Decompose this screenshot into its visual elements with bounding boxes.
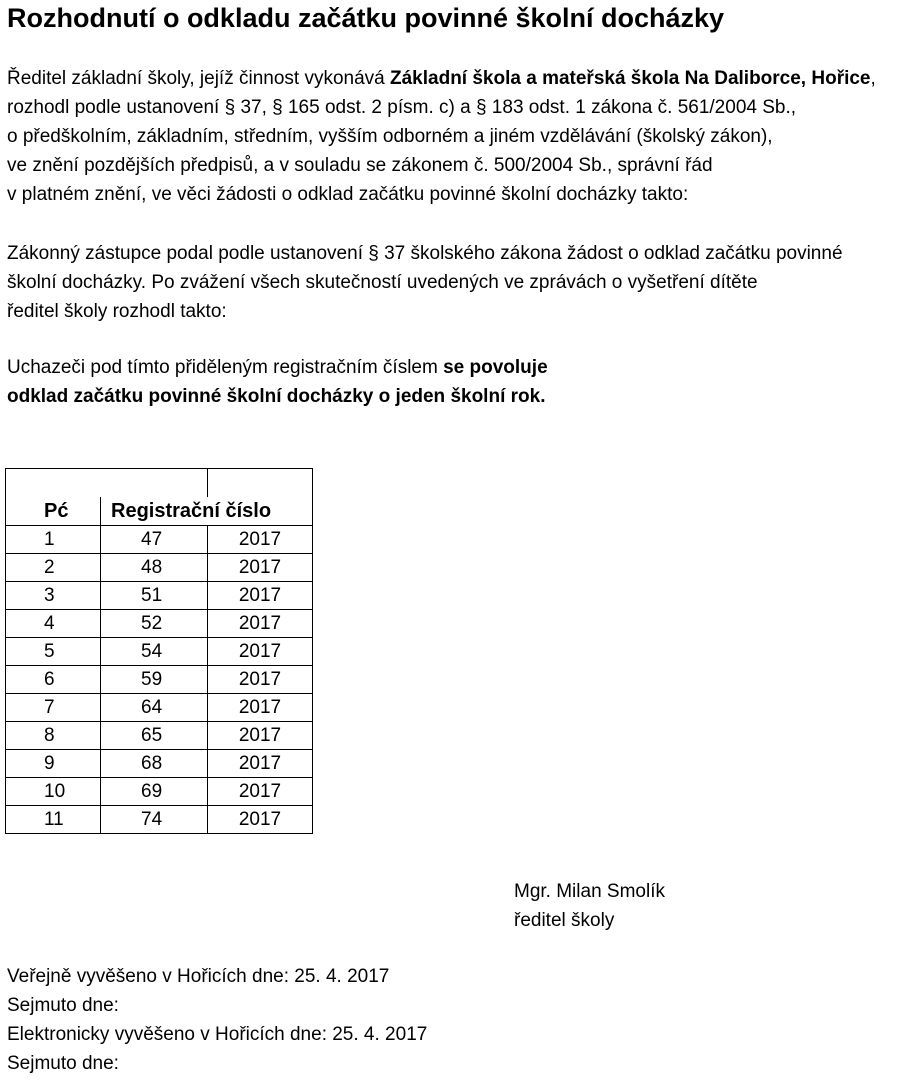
table-row — [6, 554, 313, 582]
table-row — [6, 666, 313, 694]
table-top-spacer — [6, 469, 313, 498]
intro-comma: , — [870, 68, 876, 89]
table-row — [6, 750, 313, 778]
row-order-cell: 3 — [6, 582, 101, 610]
reason-line-3: ředitel školy rozhodl takto: — [7, 301, 227, 322]
row-number-cell: 69 — [101, 778, 208, 806]
document-title: Rozhodnutí o odkladu začátku povinné školní docházky — [7, 3, 725, 33]
intro-line-3: o předškolním, základním, středním, vyšším odborném a jiném vzdělávání (školský zákon), — [7, 126, 773, 147]
decision-line-2 — [7, 382, 897, 411]
row-year-cell: 2017 — [208, 554, 313, 582]
intro-line-1 — [7, 64, 897, 93]
decision-paragraph — [7, 353, 897, 411]
row-number-cell: 74 — [101, 806, 208, 834]
row-year-cell: 2017 — [208, 610, 313, 638]
signatory-name: Mgr. Milan Smolík — [514, 881, 665, 902]
row-number-cell: 47 — [101, 526, 208, 554]
row-year-cell: 2017 — [208, 778, 313, 806]
row-year-cell: 2017 — [208, 582, 313, 610]
row-year-cell: 2017 — [208, 806, 313, 834]
decision-bold: se povoluje — [443, 357, 548, 378]
table-header-row — [6, 497, 313, 526]
registration-table — [5, 468, 313, 834]
table-body — [6, 526, 313, 834]
row-year-cell: 2017 — [208, 526, 313, 554]
row-order-cell: 4 — [6, 610, 101, 638]
intro-paragraph — [7, 64, 897, 209]
reason-line-2: školní docházky. Po zvážení všech skutečností uvedených ve zprávách o vyšetření dítěte — [7, 272, 758, 293]
removed-electronic-date: Sejmuto dne: — [7, 1053, 119, 1074]
intro-line-2: rozhodl podle ustanovení § 37, § 165 odst. 2 písm. c) a § 183 odst. 1 zákona č. 561/2004 Sb., — [7, 97, 797, 118]
row-order-cell: 10 — [6, 778, 101, 806]
row-year-cell: 2017 — [208, 638, 313, 666]
row-year-cell: 2017 — [208, 666, 313, 694]
posted-date: Veřejně vyvěšeno v Hořicích dne: 25. 4. 2017 — [7, 966, 390, 987]
row-year-cell: 2017 — [208, 694, 313, 722]
row-order-cell: 11 — [6, 806, 101, 834]
reason-paragraph — [7, 239, 897, 326]
table-row — [6, 694, 313, 722]
posting-info — [7, 962, 427, 1078]
decision-text: Uchazeči pod tímto přiděleným registračním číslem — [7, 357, 444, 378]
decision-bold-2: odklad začátku povinné školní docházky o jeden školní rok. — [7, 386, 546, 407]
reason-line-1: Zákonný zástupce podal podle ustanovení § 37 školského zákona žádost o odklad začátku povinné — [7, 243, 843, 264]
table-row — [6, 806, 313, 834]
signature-block — [514, 877, 665, 935]
row-number-cell: 64 — [101, 694, 208, 722]
table-row — [6, 582, 313, 610]
row-order-cell: 1 — [6, 526, 101, 554]
column-header-registration: Registrační číslo — [101, 497, 313, 526]
table-row — [6, 526, 313, 554]
decision-line-1 — [7, 353, 897, 382]
row-order-cell: 2 — [6, 554, 101, 582]
table-row — [6, 722, 313, 750]
row-number-cell: 65 — [101, 722, 208, 750]
row-number-cell: 52 — [101, 610, 208, 638]
row-number-cell: 48 — [101, 554, 208, 582]
table-row — [6, 610, 313, 638]
posted-electronic-date: Elektronicky vyvěšeno v Hořicích dne: 25. 4. 2017 — [7, 1024, 428, 1045]
row-order-cell: 5 — [6, 638, 101, 666]
row-order-cell: 8 — [6, 722, 101, 750]
table-row — [6, 638, 313, 666]
row-order-cell: 9 — [6, 750, 101, 778]
intro-text: Ředitel základní školy, jejíž činnost vykonává — [7, 68, 390, 89]
row-year-cell: 2017 — [208, 750, 313, 778]
removed-date: Sejmuto dne: — [7, 995, 119, 1016]
row-order-cell: 6 — [6, 666, 101, 694]
row-number-cell: 59 — [101, 666, 208, 694]
column-header-order: Pć — [6, 497, 101, 526]
intro-line-5: v platném znění, ve věci žádosti o odklad začátku povinné školní docházky takto: — [7, 184, 689, 205]
table-row — [6, 778, 313, 806]
row-number-cell: 51 — [101, 582, 208, 610]
intro-line-4: ve znění pozdějších předpisů, a v souladu se zákonem č. 500/2004 Sb., správní řád — [7, 155, 713, 176]
row-year-cell: 2017 — [208, 722, 313, 750]
signatory-role: ředitel školy — [514, 910, 615, 931]
school-name: Základní škola a mateřská škola Na Daliborce, Hořice — [390, 68, 871, 89]
row-number-cell: 68 — [101, 750, 208, 778]
row-order-cell: 7 — [6, 694, 101, 722]
row-number-cell: 54 — [101, 638, 208, 666]
